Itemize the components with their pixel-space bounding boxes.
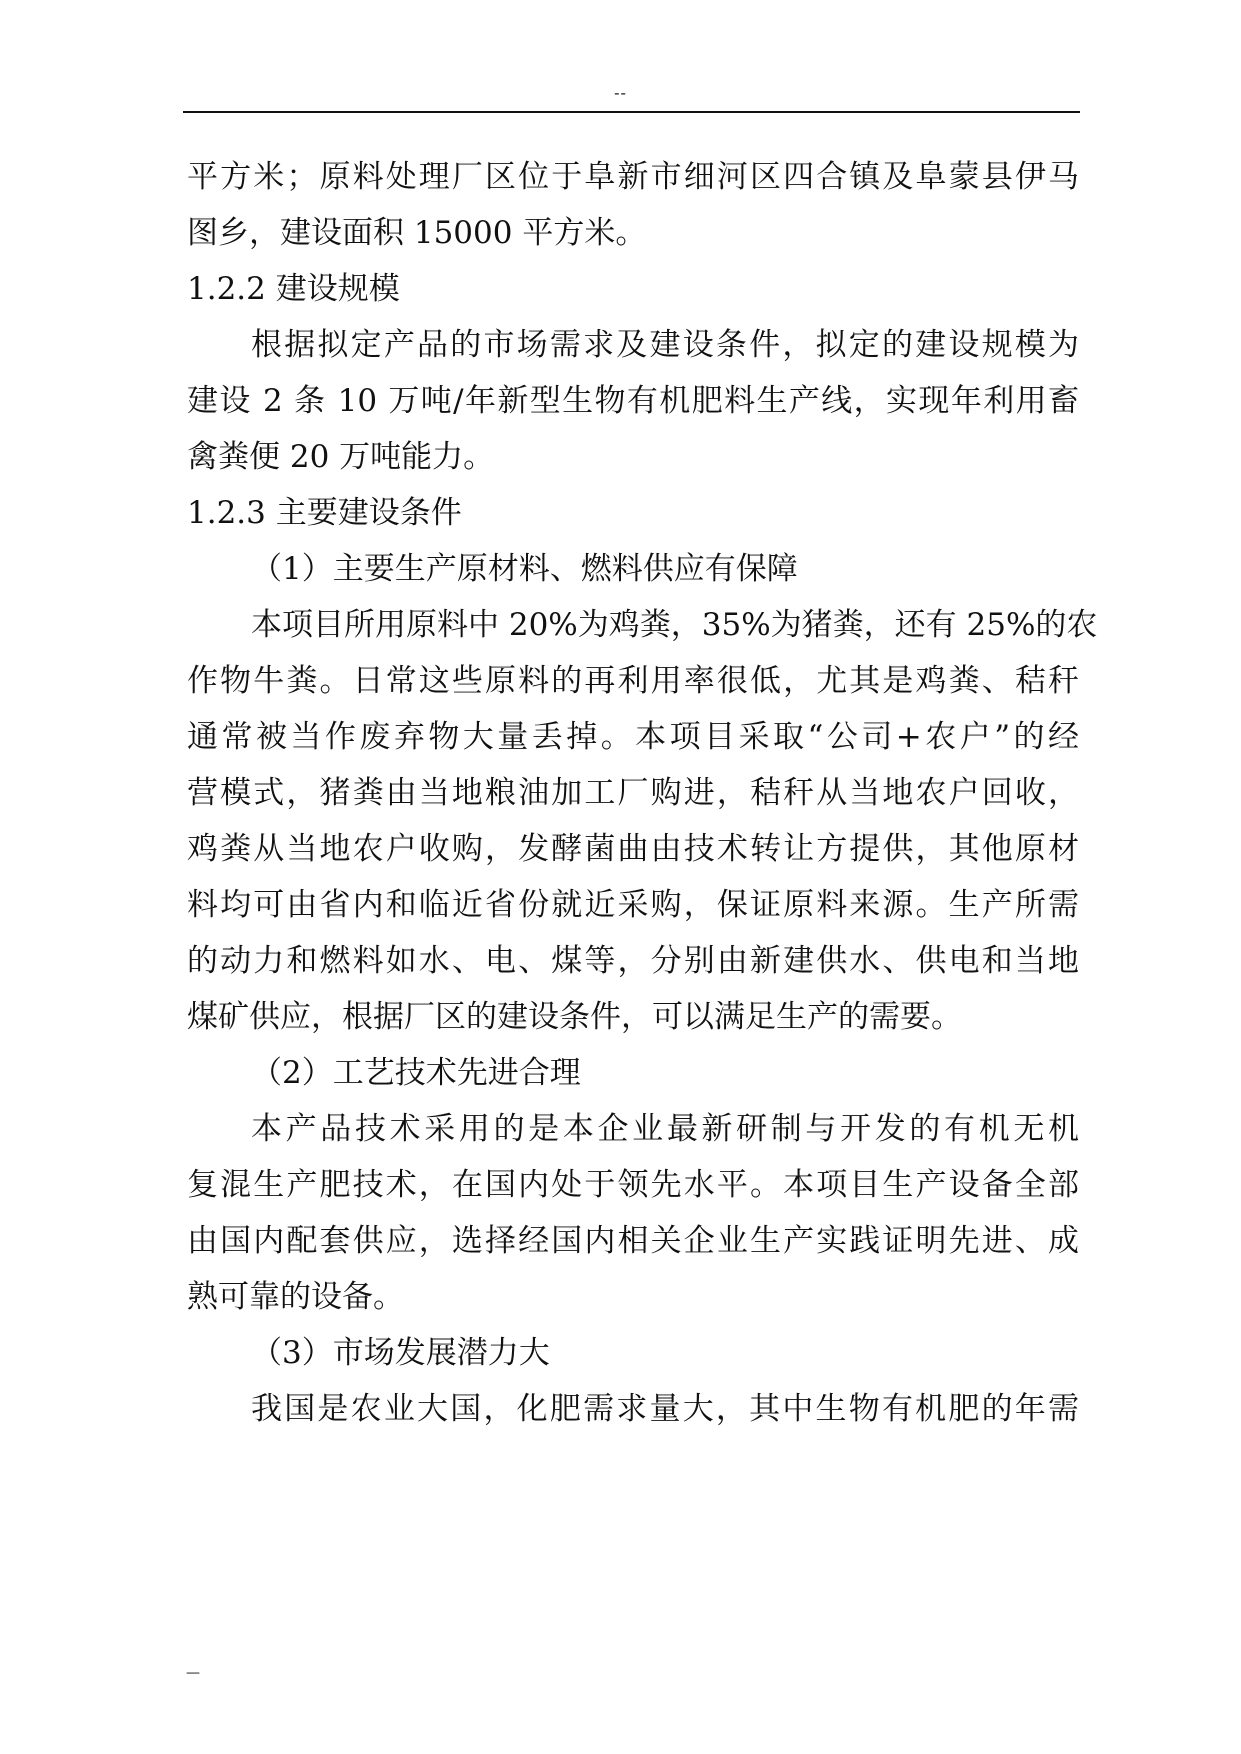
text-line: 平方米；原料处理厂区位于阜新市细河区四合镇及阜蒙县伊马 <box>187 159 1079 195</box>
document-body <box>187 149 1098 1437</box>
text-line: 我国是农业大国，化肥需求量大，其中生物有机肥的年需 <box>251 1391 1079 1427</box>
text-line: 的动力和燃料如水、电、煤等，分别由新建供水、供电和当地 <box>187 943 1079 979</box>
text-line: 营模式，猪粪由当地粮油加工厂购进，秸秆从当地农户回收， <box>187 775 1079 811</box>
text-line: 由国内配套供应，选择经国内相关企业生产实践证明先进、成 <box>187 1223 1079 1259</box>
text-line: 料均可由省内和临近省份就近采购，保证原料来源。生产所需 <box>187 887 1079 923</box>
text-line: 根据拟定产品的市场需求及建设条件，拟定的建设规模为 <box>251 327 1079 363</box>
text-line: 禽粪便 20 万吨能力。 <box>187 439 495 475</box>
text-line: 本项目所用原料中 20%为鸡粪，35%为猪粪，还有 25%的农 <box>251 607 1098 643</box>
page-header-mark: -- <box>614 83 627 102</box>
text-line: 通常被当作废弃物大量丢掉。本项目采取“公司+农户”的经 <box>187 719 1079 755</box>
text-line: （3）市场发展潜力大 <box>251 1335 550 1371</box>
text-line: 建设 2 条 10 万吨/年新型生物有机肥料生产线，实现年利用畜 <box>187 383 1079 419</box>
text-line: 煤矿供应，根据厂区的建设条件，可以满足生产的需要。 <box>187 999 962 1035</box>
text-line: （1）主要生产原材料、燃料供应有保障 <box>251 551 798 587</box>
text-line: 作物牛粪。日常这些原料的再利用率很低，尤其是鸡粪、秸秆 <box>187 663 1079 699</box>
text-line: 图乡，建设面积 15000 平方米。 <box>187 215 647 251</box>
page-footer-mark: — <box>186 1665 200 1681</box>
text-line: （2）工艺技术先进合理 <box>251 1055 581 1091</box>
text-line: 熟可靠的设备。 <box>187 1279 404 1315</box>
text-line: 本产品技术采用的是本企业最新研制与开发的有机无机 <box>251 1111 1079 1147</box>
section-heading: 1.2.3 主要建设条件 <box>187 495 462 531</box>
header-rule <box>183 111 1080 113</box>
text-line: 复混生产肥技术，在国内处于领先水平。本项目生产设备全部 <box>187 1167 1079 1203</box>
text-line: 鸡粪从当地农户收购，发酵菌曲由技术转让方提供，其他原材 <box>187 831 1079 867</box>
section-heading: 1.2.2 建设规模 <box>187 271 400 307</box>
